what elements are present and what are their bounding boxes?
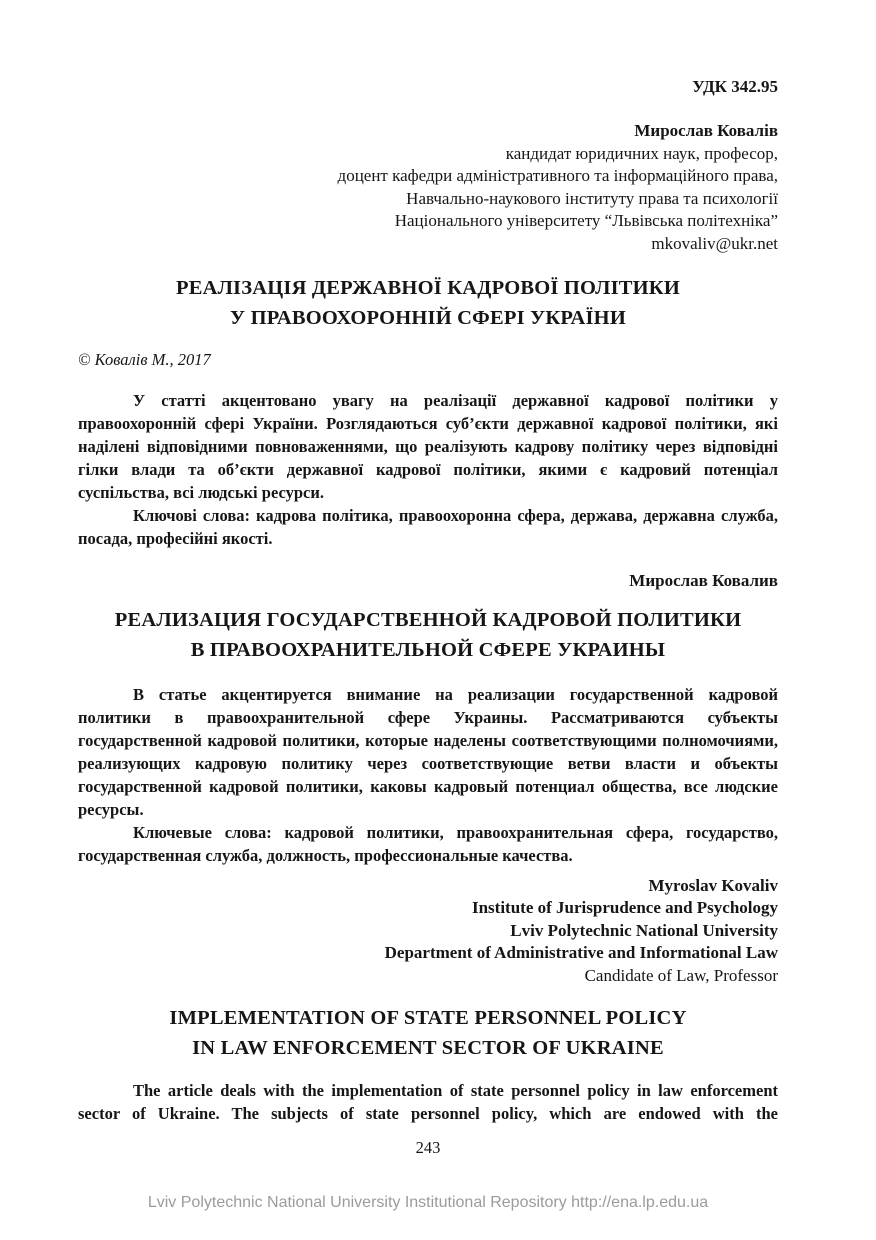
article-title-en-line2: IN LAW ENFORCEMENT SECTOR OF UKRAINE [192,1037,664,1059]
author-affiliation-en-line: Institute of Jurisprudence and Psychology [471,898,778,917]
abstract-en: The article deals with the implementation of state personnel policy in law enforcement sector of Ukraine. The subjects of state personnel policy, which are endowed with the [78,1081,778,1123]
article-title-uk-line1: РЕАЛІЗАЦІЯ ДЕРЖАВНОЇ КАДРОВОЇ ПОЛІТИКИ [175,277,681,299]
author-position-en: Candidate of Law, Professor [584,965,778,985]
author-name-uk: Мирослав Ковалів [634,121,778,140]
author-block-en [78,875,778,988]
author-affiliation-line: Національного університету “Львівська політехніка” [394,211,778,230]
author-affiliation-line: Навчально-наукового інституту права та психології [406,188,778,208]
article-title-en [78,1003,778,1063]
article-title-uk [78,273,778,333]
keywords-ru: Ключевые слова: кадровой политики, правоохранительная сфера, государство, государственная служба, должность, профессиональные качества. [78,822,778,865]
abstract-uk: У статті акцентовано увагу на реалізації державної кадрової політики у правоохоронній сфері України. Розглядаються суб’єкти державної кадрової політики, які наділені відповідними повноваженнями, що реалізують кадрову політику через відповідні гілки влади та об’єкти державної кадрової політики, якими є кадровий потенціал суспільства, всі людські ресурси. [78,391,778,502]
copyright-note: © Ковалів М., 2017 [78,350,211,369]
page-number: 243 [415,1138,441,1157]
repository-footer: Lviv Polytechnic National University Institutional Repository http://ena.lp.edu.ua [147,1194,709,1211]
author-name-en: Myroslav Kovaliv [648,875,778,895]
udc-classification-label: УДК 342.95 [692,77,778,96]
author-affiliation-en-line: Department of Administrative and Informational Law [384,943,778,962]
abstract-ru: В статье акцентируется внимание на реализации государственной кадровой политики в правоохранительной сфере Украины. Рассматриваются субъекты государственной кадровой политики, которые наделены соответствующими полномочиями, реализующих кадровую политику через соответствующие ветви власти и объекты государственной кадровой политики, каковы кадровый потенциал общества, все людские ресурсы. [78,684,778,819]
keywords-uk: Ключові слова: кадрова політика, правоохоронна сфера, держава, державна служба, посада, професійні якості. [78,506,778,548]
author-affiliation-line: кандидат юридичних наук, професор, [505,143,778,163]
article-title-uk-line2: У ПРАВООХОРОННІЙ СФЕРІ УКРАЇНИ [230,307,626,329]
author-block-uk [78,120,778,255]
article-title-ru [78,605,778,665]
article-title-ru-line1: РЕАЛИЗАЦИЯ ГОСУДАРСТВЕННОЙ КАДРОВОЙ ПОЛИТИКИ [114,608,742,631]
author-name-ru: Мирослав Ковалив [629,571,778,590]
article-title-en-line1: IMPLEMENTATION OF STATE PERSONNEL POLICY [169,1007,687,1029]
author-affiliation-en-line: Lviv Polytechnic National University [510,920,778,940]
article-title-ru-line2: В ПРАВООХРАНИТЕЛЬНОЙ СФЕРЕ УКРАИНЫ [190,638,666,661]
author-affiliation-line: доцент кафедри адміністративного та інформаційного права, [337,166,778,185]
author-name-ru-wrap [78,570,778,593]
author-email: mkovaliv@ukr.net [651,233,778,253]
